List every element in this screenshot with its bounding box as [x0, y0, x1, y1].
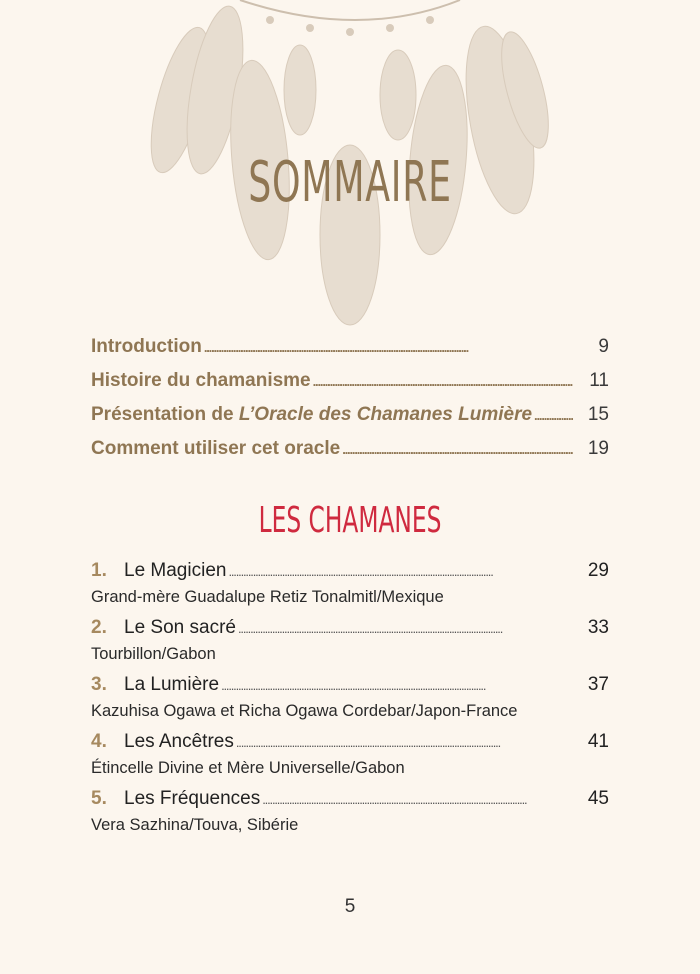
chapter-shaman-subtitle: Grand-mère Guadalupe Retiz Tonalmitl/Mexique — [91, 588, 444, 606]
dot-leader — [342, 438, 573, 460]
chapter-shaman-subtitle: Tourbillon/Gabon — [91, 645, 216, 663]
chapter-page: 33 — [587, 617, 609, 638]
toc-entry-label-prefix: Présentation de — [91, 404, 239, 425]
toc-entry-label-italic: L’Oracle des Chamanes Lumière — [238, 404, 533, 425]
chapter-number: 2. — [91, 617, 107, 638]
chapter-number: 3. — [91, 674, 107, 695]
toc-entry-label: Comment utiliser cet oracle — [91, 438, 341, 459]
chapter-entry[interactable] — [91, 788, 609, 810]
chapter-number: 4. — [91, 731, 107, 752]
chapter-entry[interactable] — [91, 560, 609, 582]
chapter-title: Les Fréquences — [124, 788, 261, 809]
toc-entry-page: 19 — [587, 438, 609, 459]
section-heading: LES CHAMANES — [258, 500, 442, 541]
chapter-entry[interactable] — [91, 731, 609, 753]
toc-entry-label — [91, 404, 532, 426]
chapter-page: 29 — [587, 560, 609, 581]
toc-entry-presentation[interactable] — [91, 404, 609, 426]
chapter-page: 37 — [587, 674, 609, 695]
page-title: SOMMAIRE — [248, 150, 452, 215]
chapter-page: 41 — [587, 731, 609, 752]
chapter-number: 1. — [91, 560, 107, 581]
dot-leader — [204, 336, 573, 358]
toc-entry-page: 11 — [589, 370, 609, 391]
dot-leader — [534, 404, 573, 426]
dot-leader — [228, 560, 573, 582]
dot-leader — [262, 788, 573, 810]
chapter-entry[interactable] — [91, 617, 609, 639]
dot-leader — [313, 370, 573, 392]
page-number: 5 — [344, 896, 356, 917]
chapter-shaman-subtitle: Vera Sazhina/Touva, Sibérie — [91, 816, 299, 834]
chapter-number: 5. — [91, 788, 107, 809]
toc-entry-introduction[interactable] — [91, 336, 609, 358]
chapter-shaman-subtitle: Étincelle Divine et Mère Universelle/Gabon — [91, 759, 405, 777]
chapter-title: Le Son sacré — [124, 617, 236, 638]
toc-entry-page: 15 — [587, 404, 609, 425]
chapter-page: 45 — [587, 788, 609, 809]
chapter-title: Le Magicien — [124, 560, 227, 581]
chapter-entry[interactable] — [91, 674, 609, 696]
toc-entry-page: 9 — [598, 336, 609, 357]
chapter-title: Les Ancêtres — [124, 731, 234, 752]
toc-entry-histoire[interactable] — [91, 370, 609, 392]
dot-leader — [236, 731, 573, 753]
toc-entry-comment-utiliser[interactable] — [91, 438, 609, 460]
dot-leader — [238, 617, 573, 639]
toc-entry-label: Histoire du chamanisme — [91, 370, 311, 391]
toc-entry-label: Introduction — [91, 336, 202, 357]
chapter-title: La Lumière — [124, 674, 220, 695]
chapter-shaman-subtitle: Kazuhisa Ogawa et Richa Ogawa Cordebar/Japon-France — [91, 702, 518, 720]
dot-leader — [221, 674, 573, 696]
